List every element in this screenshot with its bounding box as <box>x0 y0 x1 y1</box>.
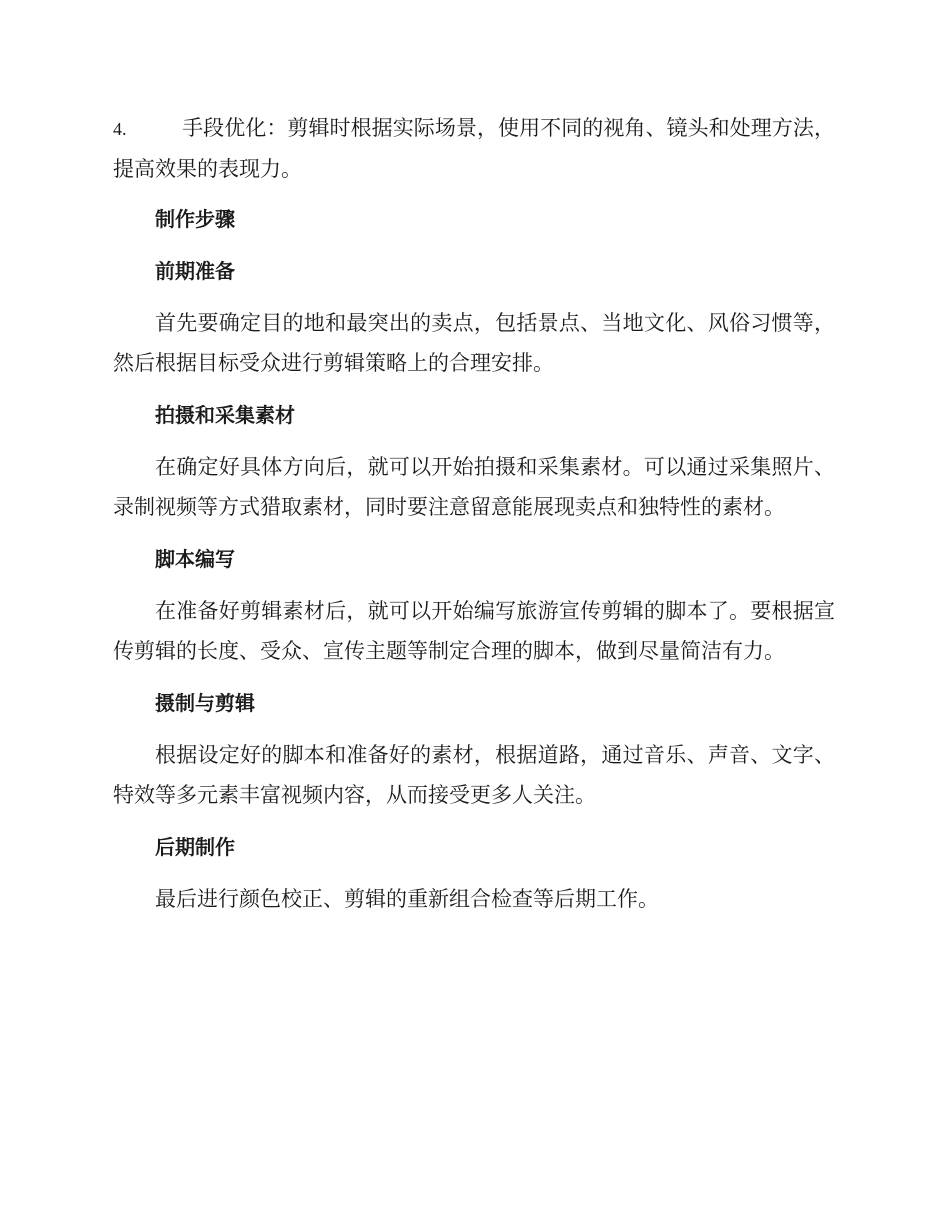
heading-post-production: 后期制作 <box>155 835 235 859</box>
paragraph-script: 在准备好剪辑素材后，就可以开始编写旅游宣传剪辑的脚本了。要根据宣传剪辑的长度、受众、宣传主题等制定合理的脚本，做到尽量简洁有力。 <box>113 599 835 663</box>
section-title: 制作步骤 <box>155 207 235 231</box>
paragraph-preparation: 首先要确定目的地和最突出的卖点，包括景点、当地文化、风俗习惯等，然后根据目标受众进行剪辑策略上的合理安排。 <box>113 311 835 375</box>
list-item-number: 4. <box>113 119 127 139</box>
heading-filming-editing: 摄制与剪辑 <box>155 691 255 715</box>
paragraph-post-production: 最后进行颜色校正、剪辑的重新组合检查等后期工作。 <box>155 887 659 911</box>
heading-preparation: 前期准备 <box>155 259 235 283</box>
paragraph-filming-editing: 根据设定好的脚本和准备好的素材，根据道路，通过音乐、声音、文字、特效等多元素丰富视频内容，从而接受更多人关注。 <box>113 743 835 807</box>
heading-script: 脚本编写 <box>155 547 235 571</box>
list-item-4 <box>113 108 835 189</box>
paragraph-shooting: 在确定好具体方向后，就可以开始拍摄和采集素材。可以通过采集照片、录制视频等方式猎取素材，同时要注意留意能展现卖点和独特性的素材。 <box>113 455 835 519</box>
document-body <box>113 108 835 931</box>
heading-shooting: 拍摄和采集素材 <box>155 403 295 427</box>
list-item-text: 手段优化：剪辑时根据实际场景，使用不同的视角、镜头和处理方法，提高效果的表现力。 <box>113 116 835 181</box>
